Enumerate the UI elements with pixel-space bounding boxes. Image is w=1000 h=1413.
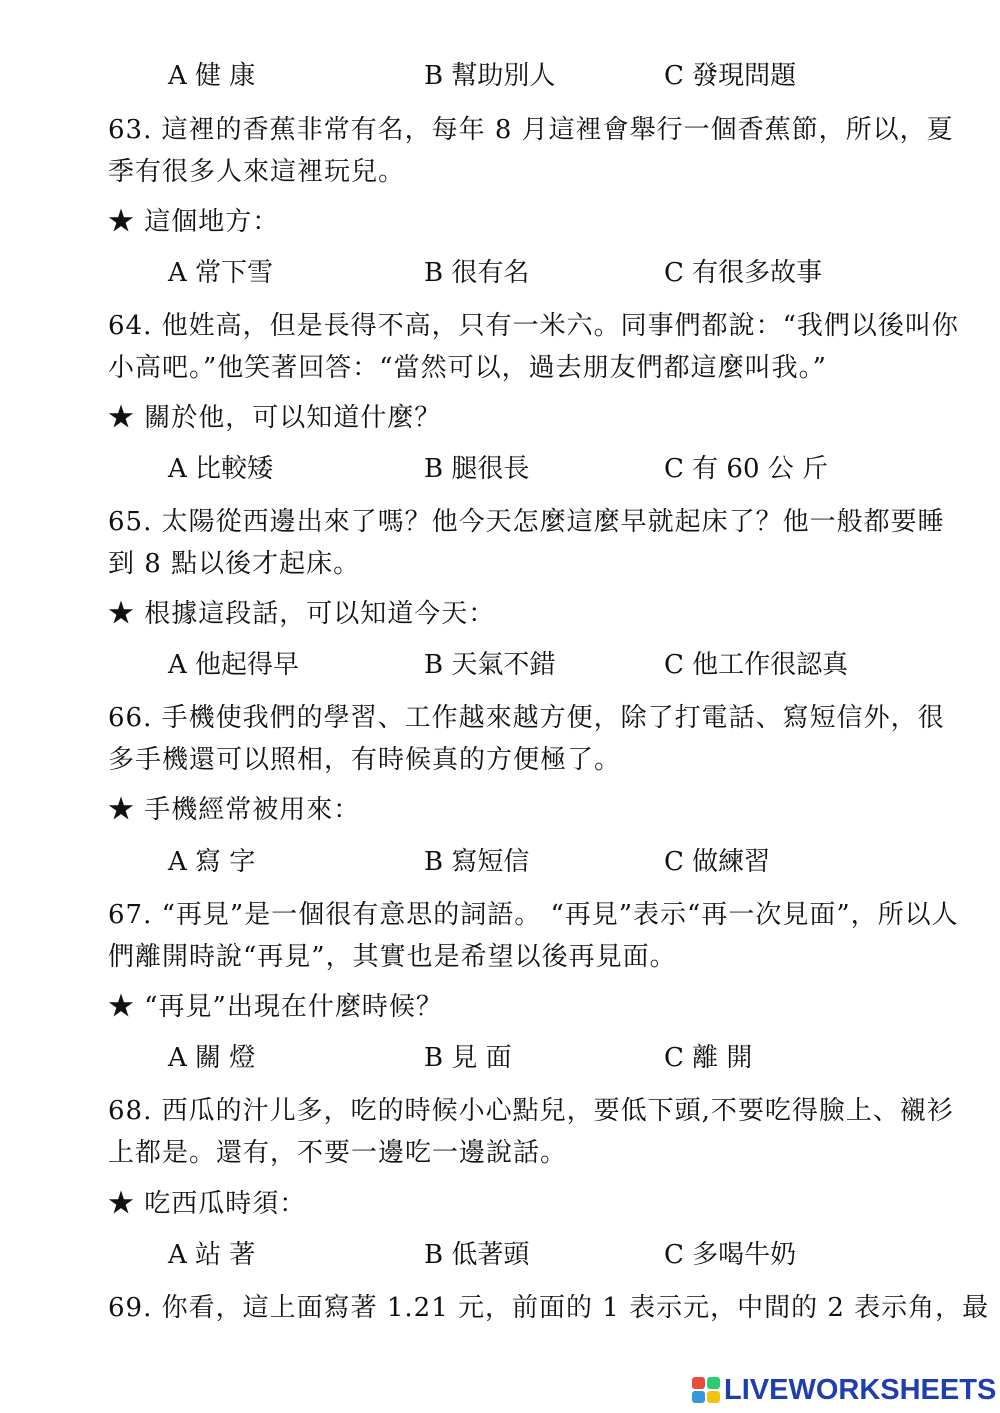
liveworksheets-logo-icon (692, 1377, 720, 1403)
q67-option-b: B 見 面 (424, 1043, 512, 1073)
liveworksheets-logo (692, 1374, 996, 1406)
q67-question: ★ “再見”出現在什麼時候？ (108, 992, 443, 1022)
q65-option-a: A 他起得早 (168, 650, 300, 680)
logo-square-red (692, 1377, 705, 1389)
logo-square-yellow (707, 1391, 720, 1403)
q68-option-b: B 低著頭 (424, 1240, 530, 1270)
q65-passage-line-1: 65. 太陽從西邊出來了嗎？他今天怎麼這麼早就起床了？他一般都要睡 (108, 507, 945, 537)
q63-option-c: C 有很多故事 (664, 258, 823, 288)
q64-passage-line-2: 小高吧。”他笑著回答：“當然可以，過去朋友們都這麼叫我。” (108, 353, 827, 383)
q68-passage-line-2: 上都是。還有，不要一邊吃一邊說話。 (108, 1138, 568, 1168)
q66-passage-line-2: 多手機還可以照相，有時候真的方便極了。 (108, 745, 622, 775)
q64-question: ★ 關於他，可以知道什麼？ (108, 403, 442, 433)
q66-option-c: C 做練習 (664, 847, 771, 877)
q62-option-b: B 幫助別人 (424, 61, 556, 91)
q62-option-c: C 發現問題 (664, 61, 797, 91)
q66-question: ★ 手機經常被用來： (108, 795, 361, 825)
q69-passage-line-1: 69. 你看，這上面寫著 1.21 元，前面的 1 表示元，中間的 2 表示角，最 (108, 1293, 990, 1323)
q65-passage-line-2: 到 8 點以後才起床。 (108, 549, 361, 579)
q64-option-b: B 腿很長 (424, 454, 530, 484)
q65-question: ★ 根據這段話，可以知道今天： (108, 599, 496, 629)
q63-passage-line-1: 63. 這裡的香蕉非常有名，每年 8 月這裡會舉行一個香蕉節，所以，夏 (108, 115, 954, 145)
liveworksheets-logo-text: LIVEWORKSHEETS (724, 1373, 997, 1406)
q67-option-c: C 離 開 (664, 1043, 753, 1073)
q64-option-c: C 有 60 公 斤 (664, 454, 829, 484)
q67-passage-line-1: 67. “再見”是一個很有意思的詞語。 “再見”表示“再一次見面”，所以人 (108, 900, 959, 930)
q65-option-c: C 他工作很認真 (664, 650, 849, 680)
q66-passage-line-1: 66. 手機使我們的學習、工作越來越方便，除了打電話、寫短信外，很 (108, 703, 945, 733)
q62-option-a: A 健 康 (168, 61, 256, 91)
q63-option-a: A 常下雪 (168, 258, 274, 288)
q63-option-b: B 很有名 (424, 258, 530, 288)
q68-option-c: C 多喝牛奶 (664, 1240, 797, 1270)
q63-question: ★ 這個地方： (108, 207, 280, 237)
q63-passage-line-2: 季有很多人來這裡玩兒。 (108, 157, 406, 187)
q64-passage-line-1: 64. 他姓高，但是長得不高，只有一米六。同事們都說：“我們以後叫你 (108, 311, 959, 341)
q66-option-a: A 寫 字 (168, 847, 256, 877)
q68-question: ★ 吃西瓜時須： (108, 1189, 307, 1219)
q68-option-a: A 站 著 (168, 1240, 256, 1270)
q65-option-b: B 天氣不錯 (424, 650, 556, 680)
q67-option-a: A 關 燈 (168, 1043, 256, 1073)
logo-square-green (707, 1377, 720, 1389)
q68-passage-line-1: 68. 西瓜的汁儿多，吃的時候小心點兒，要低下頭,不要吃得臉上、襯衫 (108, 1096, 954, 1126)
logo-square-blue (692, 1391, 705, 1403)
q67-passage-line-2: 們離開時說“再見”，其實也是希望以後再見面。 (108, 942, 677, 972)
q66-option-b: B 寫短信 (424, 847, 530, 877)
q64-option-a: A 比較矮 (168, 454, 274, 484)
